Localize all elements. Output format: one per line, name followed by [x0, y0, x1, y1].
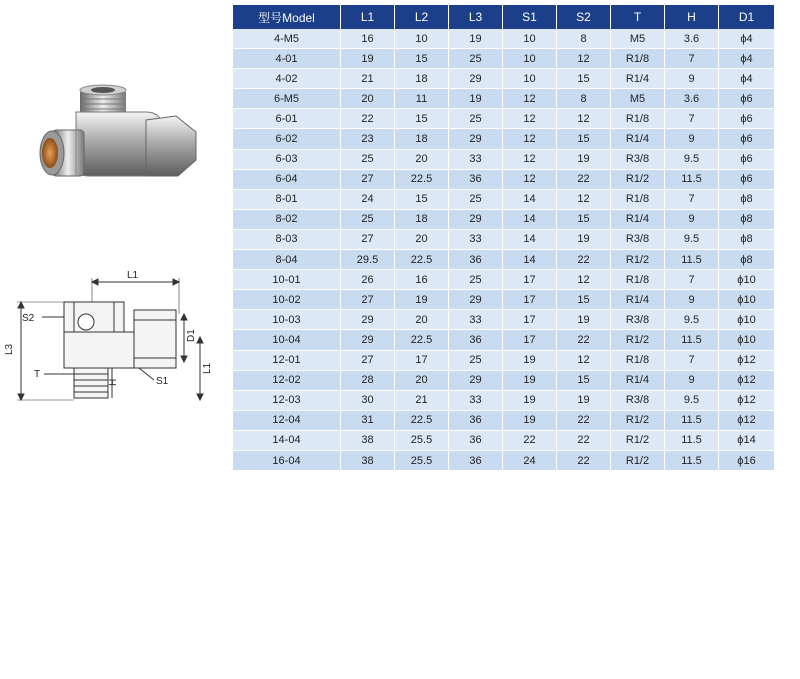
cell-d1: ϕ12 [719, 390, 775, 410]
dim-d1-label: D1 [186, 329, 197, 342]
cell-l1: 26 [341, 270, 395, 290]
cell-l1: 29 [341, 330, 395, 350]
cell-l1: 30 [341, 390, 395, 410]
cell-d1: ϕ12 [719, 370, 775, 390]
table-row [233, 370, 774, 390]
cell-s1: 22 [503, 430, 557, 450]
cell-t: R3/8 [611, 390, 665, 410]
cell-model: 14-04 [233, 430, 341, 450]
header-l1: L1 [341, 5, 395, 29]
cell-l2: 10 [395, 29, 449, 49]
cell-model: 10-04 [233, 330, 341, 350]
cell-d1: ϕ10 [719, 290, 775, 310]
dim-l3-label: L3 [4, 343, 15, 355]
cell-t: R1/4 [611, 370, 665, 390]
cell-s2: 22 [557, 330, 611, 350]
cell-l2: 15 [395, 49, 449, 69]
header-t: T [611, 5, 665, 29]
cell-model: 16-04 [233, 450, 341, 470]
table-row [233, 209, 774, 229]
cell-s1: 10 [503, 49, 557, 69]
header-h: H [665, 5, 719, 29]
cell-l3: 19 [449, 89, 503, 109]
cell-model: 4-01 [233, 49, 341, 69]
cell-h: 11.5 [665, 250, 719, 270]
cell-d1: ϕ4 [719, 49, 775, 69]
table-row [233, 270, 774, 290]
cell-t: R1/2 [611, 330, 665, 350]
cell-s1: 12 [503, 169, 557, 189]
cell-l1: 29 [341, 310, 395, 330]
cell-model: 6-M5 [233, 89, 341, 109]
cell-h: 9 [665, 370, 719, 390]
cell-l2: 19 [395, 290, 449, 310]
cell-d1: ϕ6 [719, 129, 775, 149]
cell-l1: 27 [341, 290, 395, 310]
cell-d1: ϕ16 [719, 450, 775, 470]
cell-d1: ϕ8 [719, 229, 775, 249]
cell-l1: 31 [341, 410, 395, 430]
cell-l1: 23 [341, 129, 395, 149]
cell-model: 8-02 [233, 209, 341, 229]
cell-s2: 22 [557, 430, 611, 450]
cell-h: 7 [665, 350, 719, 370]
cell-t: R1/4 [611, 69, 665, 89]
cell-model: 6-04 [233, 169, 341, 189]
cell-d1: ϕ14 [719, 430, 775, 450]
cell-l3: 33 [449, 149, 503, 169]
cell-l3: 36 [449, 250, 503, 270]
cell-t: R1/8 [611, 350, 665, 370]
cell-l3: 29 [449, 129, 503, 149]
cell-h: 3.6 [665, 29, 719, 49]
cell-l1: 25 [341, 209, 395, 229]
cell-l3: 33 [449, 390, 503, 410]
cell-h: 11.5 [665, 450, 719, 470]
cell-s2: 22 [557, 410, 611, 430]
cell-t: R1/4 [611, 209, 665, 229]
cell-l1: 27 [341, 229, 395, 249]
dim-h-label: H [108, 378, 119, 386]
cell-t: M5 [611, 89, 665, 109]
cell-s1: 14 [503, 209, 557, 229]
cell-model: 8-01 [233, 189, 341, 209]
cell-s2: 12 [557, 109, 611, 129]
cell-l2: 11 [395, 89, 449, 109]
cell-d1: ϕ6 [719, 109, 775, 129]
cell-l2: 25.5 [395, 430, 449, 450]
cell-l3: 25 [449, 270, 503, 290]
cell-l2: 25.5 [395, 450, 449, 470]
thread-top [80, 85, 126, 114]
cell-d1: ϕ8 [719, 209, 775, 229]
cell-s2: 19 [557, 229, 611, 249]
cell-l1: 27 [341, 169, 395, 189]
cell-l3: 25 [449, 49, 503, 69]
cell-t: R1/4 [611, 290, 665, 310]
cell-l1: 38 [341, 430, 395, 450]
cell-l2: 22.5 [395, 169, 449, 189]
cell-s2: 19 [557, 310, 611, 330]
cell-h: 9 [665, 129, 719, 149]
cell-model: 12-04 [233, 410, 341, 430]
cell-d1: ϕ4 [719, 29, 775, 49]
cell-l3: 36 [449, 450, 503, 470]
table-row [233, 250, 774, 270]
cell-s2: 12 [557, 270, 611, 290]
header-d1: D1 [719, 5, 775, 29]
cell-t: M5 [611, 29, 665, 49]
cell-l3: 19 [449, 29, 503, 49]
table-row [233, 49, 774, 69]
cell-l2: 20 [395, 149, 449, 169]
header-s2: S2 [557, 5, 611, 29]
cell-h: 9 [665, 209, 719, 229]
table-row [233, 310, 774, 330]
cell-s1: 17 [503, 270, 557, 290]
cell-l2: 22.5 [395, 410, 449, 430]
cell-model: 6-01 [233, 109, 341, 129]
cell-d1: ϕ6 [719, 169, 775, 189]
cell-t: R1/8 [611, 109, 665, 129]
table-row [233, 109, 774, 129]
cell-l1: 25 [341, 149, 395, 169]
dim-t-label: T [34, 369, 41, 380]
dim-l1-label: L1 [127, 270, 139, 281]
table-row [233, 189, 774, 209]
cell-h: 11.5 [665, 410, 719, 430]
cell-l2: 15 [395, 189, 449, 209]
cell-s2: 15 [557, 370, 611, 390]
cell-s2: 12 [557, 189, 611, 209]
cell-h: 7 [665, 270, 719, 290]
cell-model: 10-02 [233, 290, 341, 310]
cell-l1: 24 [341, 189, 395, 209]
cell-t: R3/8 [611, 149, 665, 169]
cell-d1: ϕ6 [719, 89, 775, 109]
cell-h: 9.5 [665, 390, 719, 410]
cell-s2: 8 [557, 29, 611, 49]
cell-d1: ϕ4 [719, 69, 775, 89]
brass-ferrule [40, 131, 64, 175]
cell-model: 12-03 [233, 390, 341, 410]
cell-l3: 25 [449, 350, 503, 370]
cell-s2: 19 [557, 149, 611, 169]
hex-cap [146, 116, 196, 176]
cell-t: R1/2 [611, 169, 665, 189]
cell-t: R3/8 [611, 229, 665, 249]
cell-l2: 22.5 [395, 330, 449, 350]
cell-s1: 19 [503, 410, 557, 430]
table-row [233, 430, 774, 450]
spec-table [233, 5, 774, 471]
cell-h: 11.5 [665, 430, 719, 450]
cell-h: 9.5 [665, 229, 719, 249]
cell-h: 11.5 [665, 330, 719, 350]
cell-h: 9 [665, 290, 719, 310]
table-row [233, 330, 774, 350]
cell-t: R1/2 [611, 430, 665, 450]
cell-model: 4-02 [233, 69, 341, 89]
cell-t: R1/2 [611, 250, 665, 270]
cell-d1: ϕ8 [719, 189, 775, 209]
cell-d1: ϕ8 [719, 250, 775, 270]
table-row [233, 89, 774, 109]
table-row [233, 169, 774, 189]
cell-s1: 17 [503, 310, 557, 330]
cell-model: 6-03 [233, 149, 341, 169]
table-body [233, 29, 774, 471]
cell-l3: 29 [449, 209, 503, 229]
table-row [233, 129, 774, 149]
cell-d1: ϕ10 [719, 270, 775, 290]
cell-model: 10-03 [233, 310, 341, 330]
cell-s1: 17 [503, 290, 557, 310]
cell-t: R1/4 [611, 129, 665, 149]
cell-s1: 14 [503, 229, 557, 249]
cell-d1: ϕ12 [719, 350, 775, 370]
cell-l1: 27 [341, 350, 395, 370]
cell-l2: 18 [395, 69, 449, 89]
cell-d1: ϕ10 [719, 310, 775, 330]
cell-l1: 16 [341, 29, 395, 49]
cell-l2: 18 [395, 209, 449, 229]
cell-s2: 12 [557, 49, 611, 69]
table-row [233, 390, 774, 410]
cell-d1: ϕ6 [719, 149, 775, 169]
cell-s2: 12 [557, 350, 611, 370]
table-row [233, 290, 774, 310]
table-header-row [233, 5, 774, 29]
cell-l2: 17 [395, 350, 449, 370]
cell-l1: 19 [341, 49, 395, 69]
cell-l2: 20 [395, 310, 449, 330]
cell-s1: 12 [503, 109, 557, 129]
cell-l2: 22.5 [395, 250, 449, 270]
table-row [233, 229, 774, 249]
table-row [233, 350, 774, 370]
cell-l3: 29 [449, 290, 503, 310]
cell-s1: 10 [503, 29, 557, 49]
cell-l3: 36 [449, 410, 503, 430]
cell-s1: 19 [503, 370, 557, 390]
cell-s1: 19 [503, 390, 557, 410]
cell-s1: 19 [503, 350, 557, 370]
cell-l3: 36 [449, 330, 503, 350]
cell-s1: 14 [503, 250, 557, 270]
cell-t: R1/8 [611, 189, 665, 209]
cell-l1: 20 [341, 89, 395, 109]
cell-h: 11.5 [665, 169, 719, 189]
cell-l2: 16 [395, 270, 449, 290]
table-row [233, 410, 774, 430]
cell-l3: 25 [449, 189, 503, 209]
cell-model: 8-04 [233, 250, 341, 270]
cell-s2: 19 [557, 390, 611, 410]
cell-h: 7 [665, 189, 719, 209]
cell-h: 9.5 [665, 310, 719, 330]
cell-t: R1/2 [611, 450, 665, 470]
cell-l1: 22 [341, 109, 395, 129]
cell-s1: 12 [503, 129, 557, 149]
cell-s2: 15 [557, 290, 611, 310]
cell-l1: 21 [341, 69, 395, 89]
table-row [233, 149, 774, 169]
cell-h: 7 [665, 109, 719, 129]
cell-s1: 17 [503, 330, 557, 350]
cell-s2: 15 [557, 209, 611, 229]
cell-s2: 15 [557, 129, 611, 149]
cell-l2: 15 [395, 109, 449, 129]
cell-t: R1/8 [611, 49, 665, 69]
cell-model: 12-02 [233, 370, 341, 390]
cell-s2: 22 [557, 450, 611, 470]
cell-s2: 22 [557, 169, 611, 189]
cell-l3: 36 [449, 430, 503, 450]
header-model: 型号Model [233, 5, 341, 29]
cell-d1: ϕ12 [719, 410, 775, 430]
cell-l1: 38 [341, 450, 395, 470]
cell-l3: 33 [449, 229, 503, 249]
dim-s1-label: S1 [156, 376, 169, 387]
cell-s2: 15 [557, 69, 611, 89]
cell-s1: 10 [503, 69, 557, 89]
cell-s1: 24 [503, 450, 557, 470]
table-row [233, 450, 774, 470]
cell-l3: 29 [449, 370, 503, 390]
cell-model: 10-01 [233, 270, 341, 290]
cell-t: R3/8 [611, 310, 665, 330]
dim-l1-vertical-label: L1 [202, 362, 213, 374]
cell-t: R1/8 [611, 270, 665, 290]
cell-s2: 8 [557, 89, 611, 109]
cell-l3: 29 [449, 69, 503, 89]
cell-l3: 25 [449, 109, 503, 129]
cell-s1: 14 [503, 189, 557, 209]
technical-drawing [4, 262, 228, 412]
table-row [233, 69, 774, 89]
cell-model: 6-02 [233, 129, 341, 149]
cell-l1: 28 [341, 370, 395, 390]
cell-l2: 20 [395, 370, 449, 390]
cell-l3: 33 [449, 310, 503, 330]
header-l2: L2 [395, 5, 449, 29]
cell-d1: ϕ10 [719, 330, 775, 350]
cell-l2: 21 [395, 390, 449, 410]
cell-l2: 18 [395, 129, 449, 149]
cell-s1: 12 [503, 149, 557, 169]
dim-s2-label: S2 [22, 313, 35, 324]
product-photo [28, 80, 208, 210]
cell-l1: 29.5 [341, 250, 395, 270]
cell-model: 12-01 [233, 350, 341, 370]
cell-l2: 20 [395, 229, 449, 249]
cell-model: 8-03 [233, 229, 341, 249]
cell-t: R1/2 [611, 410, 665, 430]
cell-h: 9.5 [665, 149, 719, 169]
cell-h: 7 [665, 49, 719, 69]
cell-s2: 22 [557, 250, 611, 270]
header-s1: S1 [503, 5, 557, 29]
header-l3: L3 [449, 5, 503, 29]
cell-model: 4-M5 [233, 29, 341, 49]
cell-l3: 36 [449, 169, 503, 189]
cell-h: 9 [665, 69, 719, 89]
cell-s1: 12 [503, 89, 557, 109]
table-row [233, 29, 774, 49]
cell-h: 3.6 [665, 89, 719, 109]
